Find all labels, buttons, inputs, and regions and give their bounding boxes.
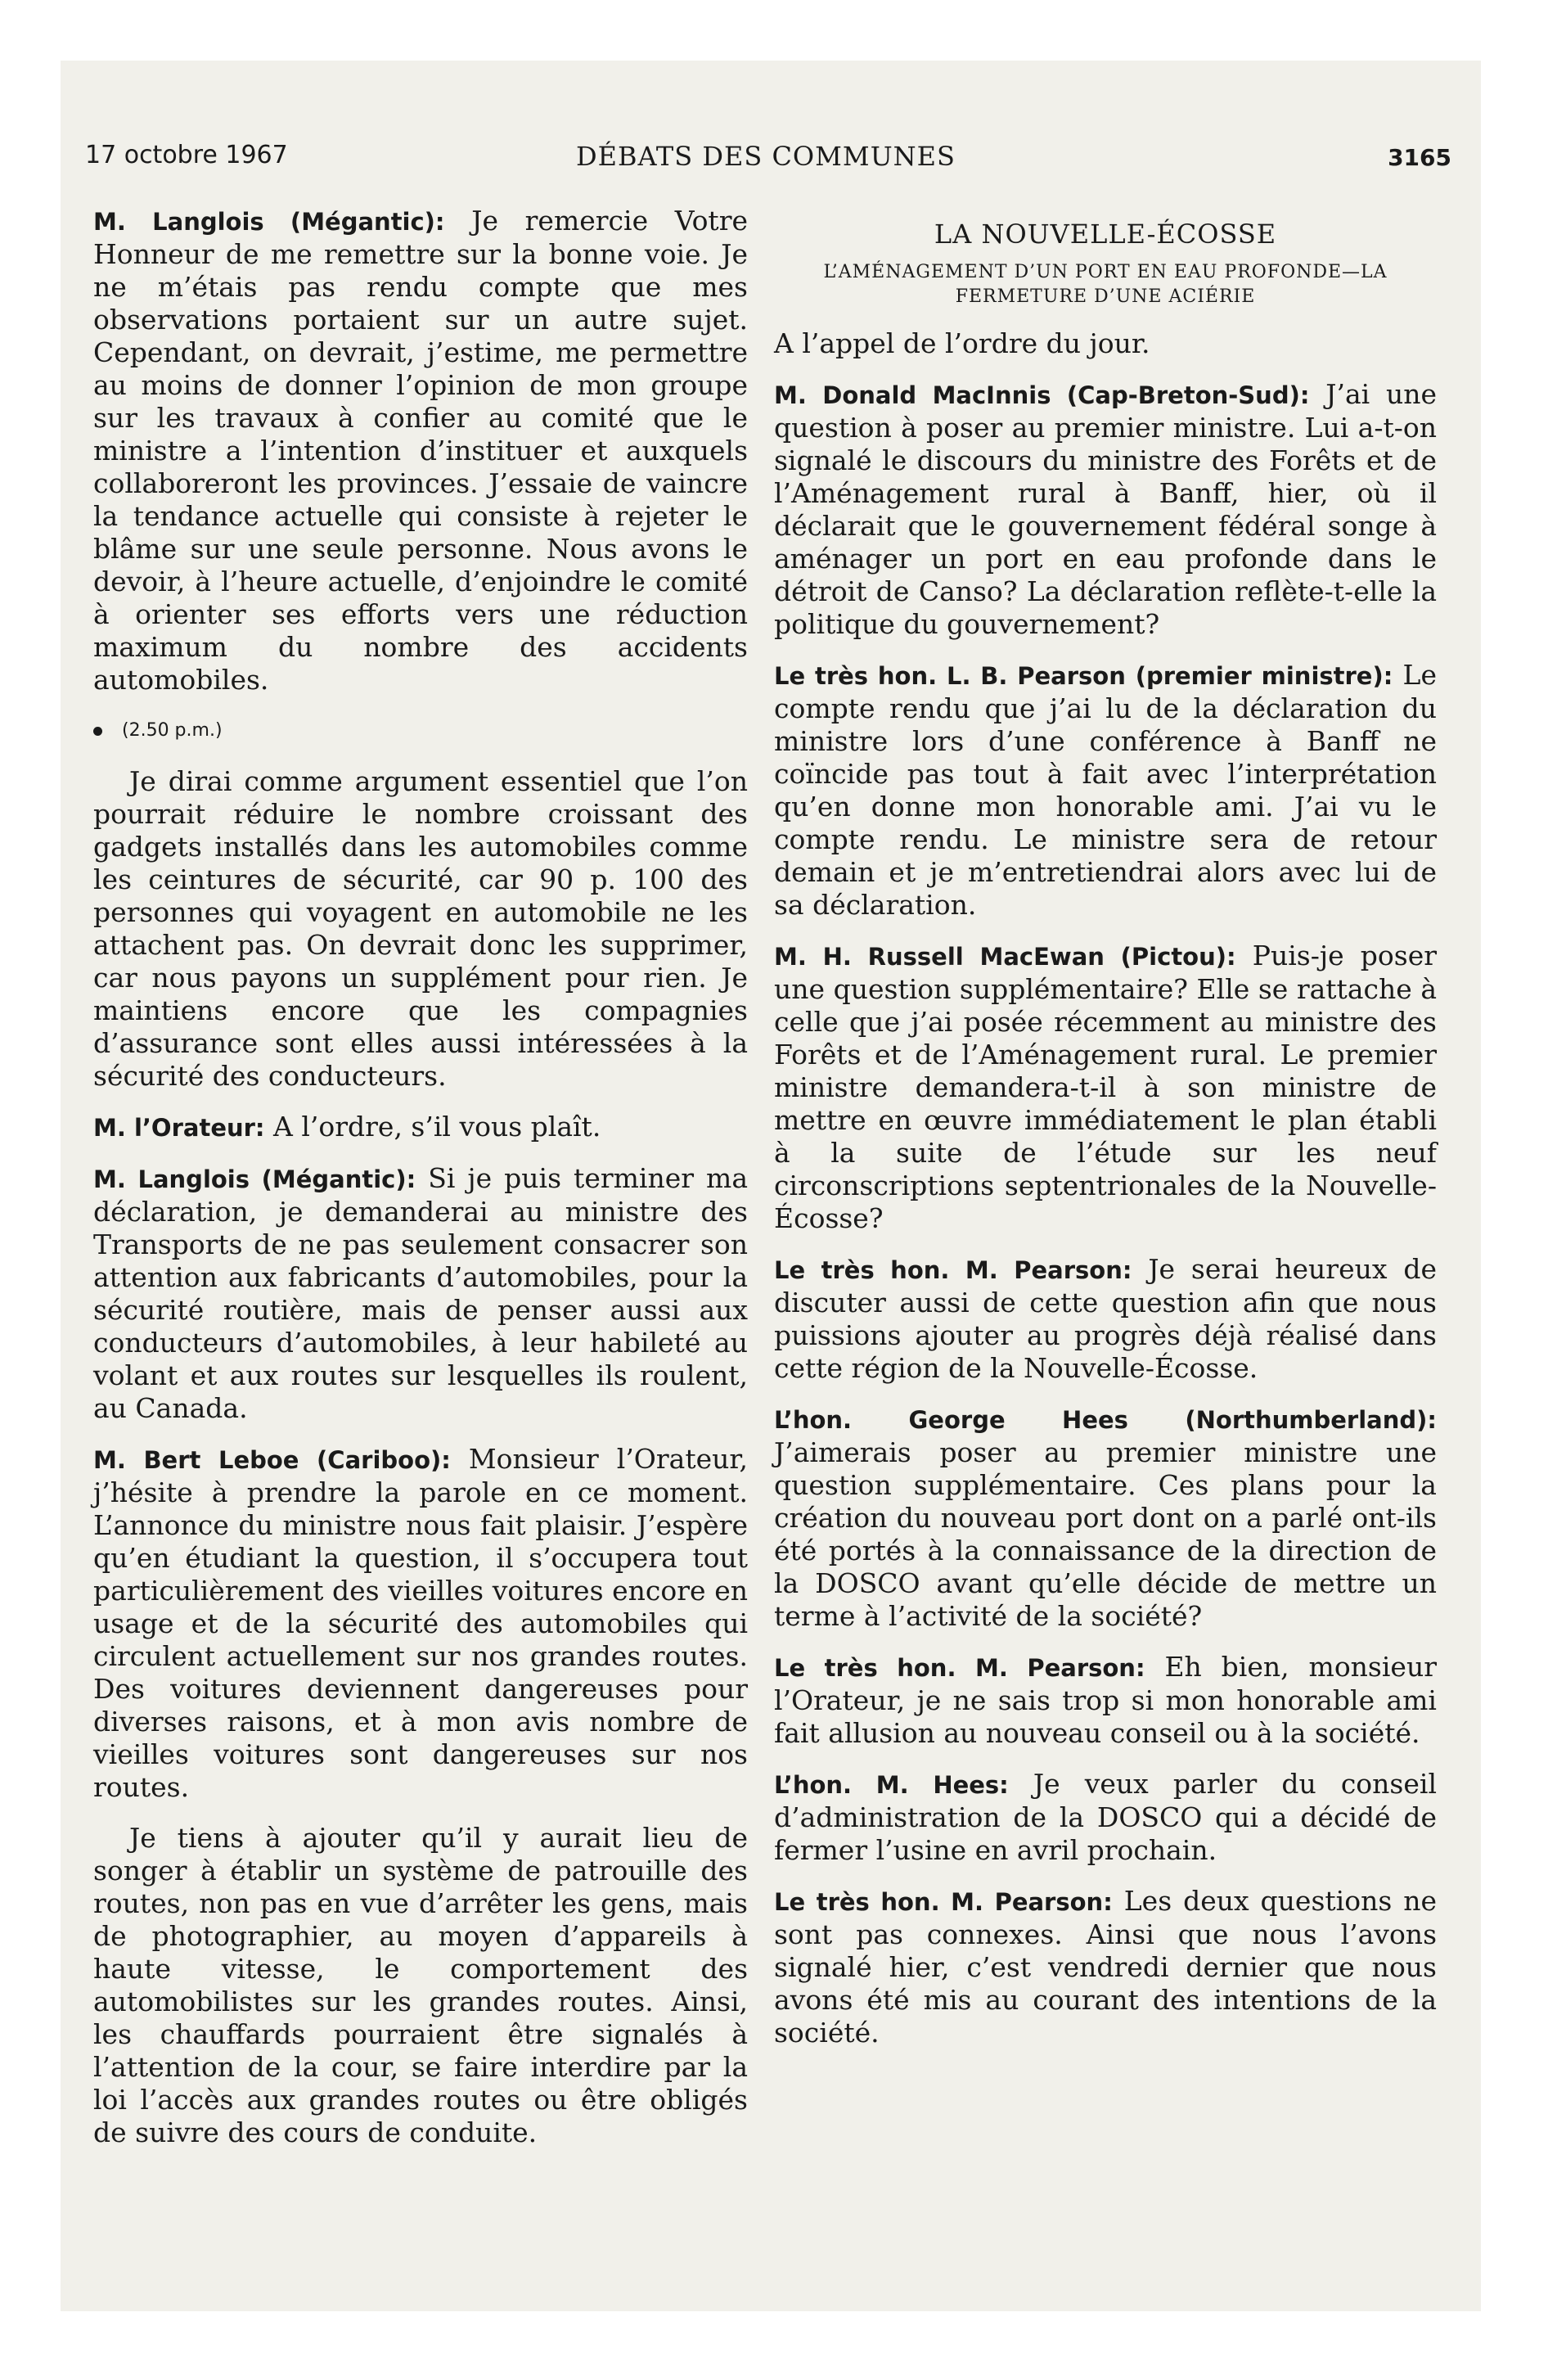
paragraph-text: Les deux questions ne sont pas connexes. Ainsi que nous l’avons signalé hier, c’est vendredi dernier que nous avons été mis au courant des intentions de la société.: [774, 1885, 1437, 2049]
page-header: [85, 141, 1451, 182]
paragraph-text: Monsieur l’Orateur, j’hésite à prendre la parole en ce moment. L’annonce du ministre nous fait plaisir. J’espère qu’en étudiant la question, il s’occupera tout particulièrement des vieilles voitures encore en usage et de la sécurité des automobiles qui circulent actuellement sur nos grandes routes. Des voitures deviennent dangereuses pour diverses raisons, et à mon avis nombre de vieilles voitures sont dangereuses sur nos routes.: [93, 1443, 748, 1803]
paragraph-text: Le compte rendu que j’ai lu de la déclaration du ministre lors d’une conférence à Banff ne coïncide pas tout à fait avec l’interprétation qu’en donne mon honorable ami. J’ai vu le compte rendu. Le ministre sera de retour demain et je m’entretiendrai alors avec lui de sa déclaration.: [774, 659, 1437, 921]
right-column: [774, 205, 1437, 2067]
order-of-day: A l’appel de l’ordre du jour.: [774, 327, 1150, 359]
paragraph: [774, 1885, 1437, 2049]
speaker-name: Le très hon. M. Pearson:: [774, 1888, 1113, 1916]
paragraph: [93, 1162, 748, 1425]
paragraph-text: J’aimerais poser au premier ministre une question supplémentaire. Ces plans pour la création du nouveau port dont on a parlé ont-ils été portés à la connaissance de la direction de la DOSCO avant qu’elle décide de mettre un terme à l’activité de la société?: [774, 1436, 1437, 1632]
header-date: 17 octobre 1967: [85, 141, 288, 169]
paragraph: [774, 1768, 1437, 1867]
paragraph: [774, 378, 1437, 641]
speaker-name: M. Donald MacInnis (Cap-Breton-Sud):: [774, 381, 1310, 409]
page-number: 3165: [1388, 144, 1451, 171]
speaker-name: Le très hon. L. B. Pearson (premier ministre):: [774, 662, 1393, 690]
section-title: LA NOUVELLE-ÉCOSSE: [934, 219, 1277, 250]
speaker-name: L’hon. M. Hees:: [774, 1771, 1009, 1799]
paragraph-text: Je veux parler du conseil d’administration de la DOSCO qui a décidé de fermer l’usine en avril prochain.: [774, 1768, 1438, 1866]
speaker-name: M. l’Orateur:: [93, 1114, 265, 1142]
paragraph: [774, 659, 1437, 922]
paragraph: [93, 1822, 748, 2149]
paragraph-text: Si je puis terminer ma déclaration, je demanderai au ministre des Transports de ne pas seulement consacrer son attention aux fabricants d’automobiles, pour la sécurité routière, mais de penser aussi aux conducteurs d’automobiles, à leur habileté au volant et aux routes sur lesquelles ils roulent, au Canada.: [93, 1162, 748, 1424]
paragraph: [93, 765, 748, 1093]
paragraph-text: Je serai heureux de discuter aussi de cette question afin que nous puissions ajouter au progrès déjà réalisé dans cette région de la Nouvelle-Écosse.: [774, 1253, 1437, 1384]
paragraph-text: Je tiens à ajouter qu’il y aurait lieu de songer à établir un système de patrouille des routes, non pas en vue d’arrêter les gens, mais de photographier, au moyen d’appareils à haute vitesse, le comportement des automobilistes sur les grandes routes. Ainsi, les chauffards pourraient être signalés à l’attention de la cour, se faire interdire par la loi l’accès aux grandes routes ou être obligés de suivre des cours de conduite.: [93, 1822, 748, 2148]
speaker-name: L’hon. George Hees (Northumberland):: [774, 1406, 1437, 1434]
speaker-name: M. Langlois (Mégantic):: [93, 208, 445, 236]
speaker-name: M. Langlois (Mégantic):: [93, 1165, 416, 1193]
speaker-name: M. H. Russell MacEwan (Pictou):: [774, 943, 1236, 971]
paragraph: [93, 1111, 748, 1144]
paragraph: [93, 205, 748, 696]
left-column: [93, 205, 748, 2167]
paragraph-text: A l’ordre, s’il vous plaît.: [264, 1111, 601, 1143]
paragraph-text: Eh bien, monsieur l’Orateur, je ne sais trop si mon honorable ami fait allusion au nouveau conseil ou à la société.: [774, 1651, 1437, 1749]
paragraph: [774, 1253, 1437, 1385]
paragraph-text: Je dirai comme argument essentiel que l’on pourrait réduire le nombre croissant des gadgets installés dans les automobiles comme les ceintures de sécurité, car 90 p. 100 des personnes qui voyagent en automobile ne les attachent pas. On devrait donc les supprimer, car nous payons un supplément pour rien. Je maintiens encore que les compagnies d’assurance sont elles aussi intéressées à la sécurité des conducteurs.: [93, 765, 748, 1092]
speaker-name: Le très hon. M. Pearson:: [774, 1256, 1132, 1284]
section-subtitle: L’AMÉNAGEMENT D’UN PORT EN EAU PROFONDE—LA FERMETURE D’UNE ACIÉRIE: [823, 262, 1388, 307]
time-marker: [93, 714, 748, 747]
paragraph: [774, 1403, 1437, 1633]
speaker-name: Le très hon. M. Pearson:: [774, 1654, 1145, 1682]
paragraph: [93, 1443, 748, 1804]
paragraph-text: Je remercie Votre Honneur de me remettre sur la bonne voie. Je ne m’étais pas rendu compte que mes observations portaient sur un autre sujet. Cependant, on devrait, j’estime, me permettre au moins de donner l’opinion de mon groupe sur les travaux à confier au comité que le ministre a l’intention d’instituer et auxquels collaboreront les provinces. J’essaie de vaincre la tendance actuelle qui consiste à rejeter le blâme sur une seule personne. Nous avons le devoir, à l’heure actuelle, d’enjoindre le comité à orienter ses efforts vers une réduction maximum du nombre des accidents automobiles.: [93, 205, 749, 696]
speaker-name: M. Bert Leboe (Cariboo):: [93, 1446, 451, 1474]
paragraph: [774, 1651, 1437, 1750]
paragraph-text: J’ai une question à poser au premier ministre. Lui a-t-on signalé le discours du ministre des Forêts et de l’Aménagement rural à Banff, hier, où il déclarait que le gouvernement fédéral songe à aménager un port en eau profonde dans le détroit de Canso? La déclaration reflète-t-elle la politique du gouvernement?: [774, 378, 1438, 640]
time-text: (2.50 p.m.): [122, 720, 223, 741]
bullet-icon: [93, 727, 102, 736]
header-title: DÉBATS DES COMMUNES: [576, 141, 956, 172]
paragraph-text: Puis-je poser une question supplémentaire? Elle se rattache à celle que j’ai posée récemment au ministre des Forêts et de l’Aménagement rural. Le premier ministre demandera-t-il à son ministre de mettre en œuvre immédiatement le plan établi à la suite de l’étude sur les neuf circonscriptions septentrionales de la Nouvelle-Écosse?: [774, 940, 1438, 1234]
paragraph: [774, 940, 1437, 1235]
